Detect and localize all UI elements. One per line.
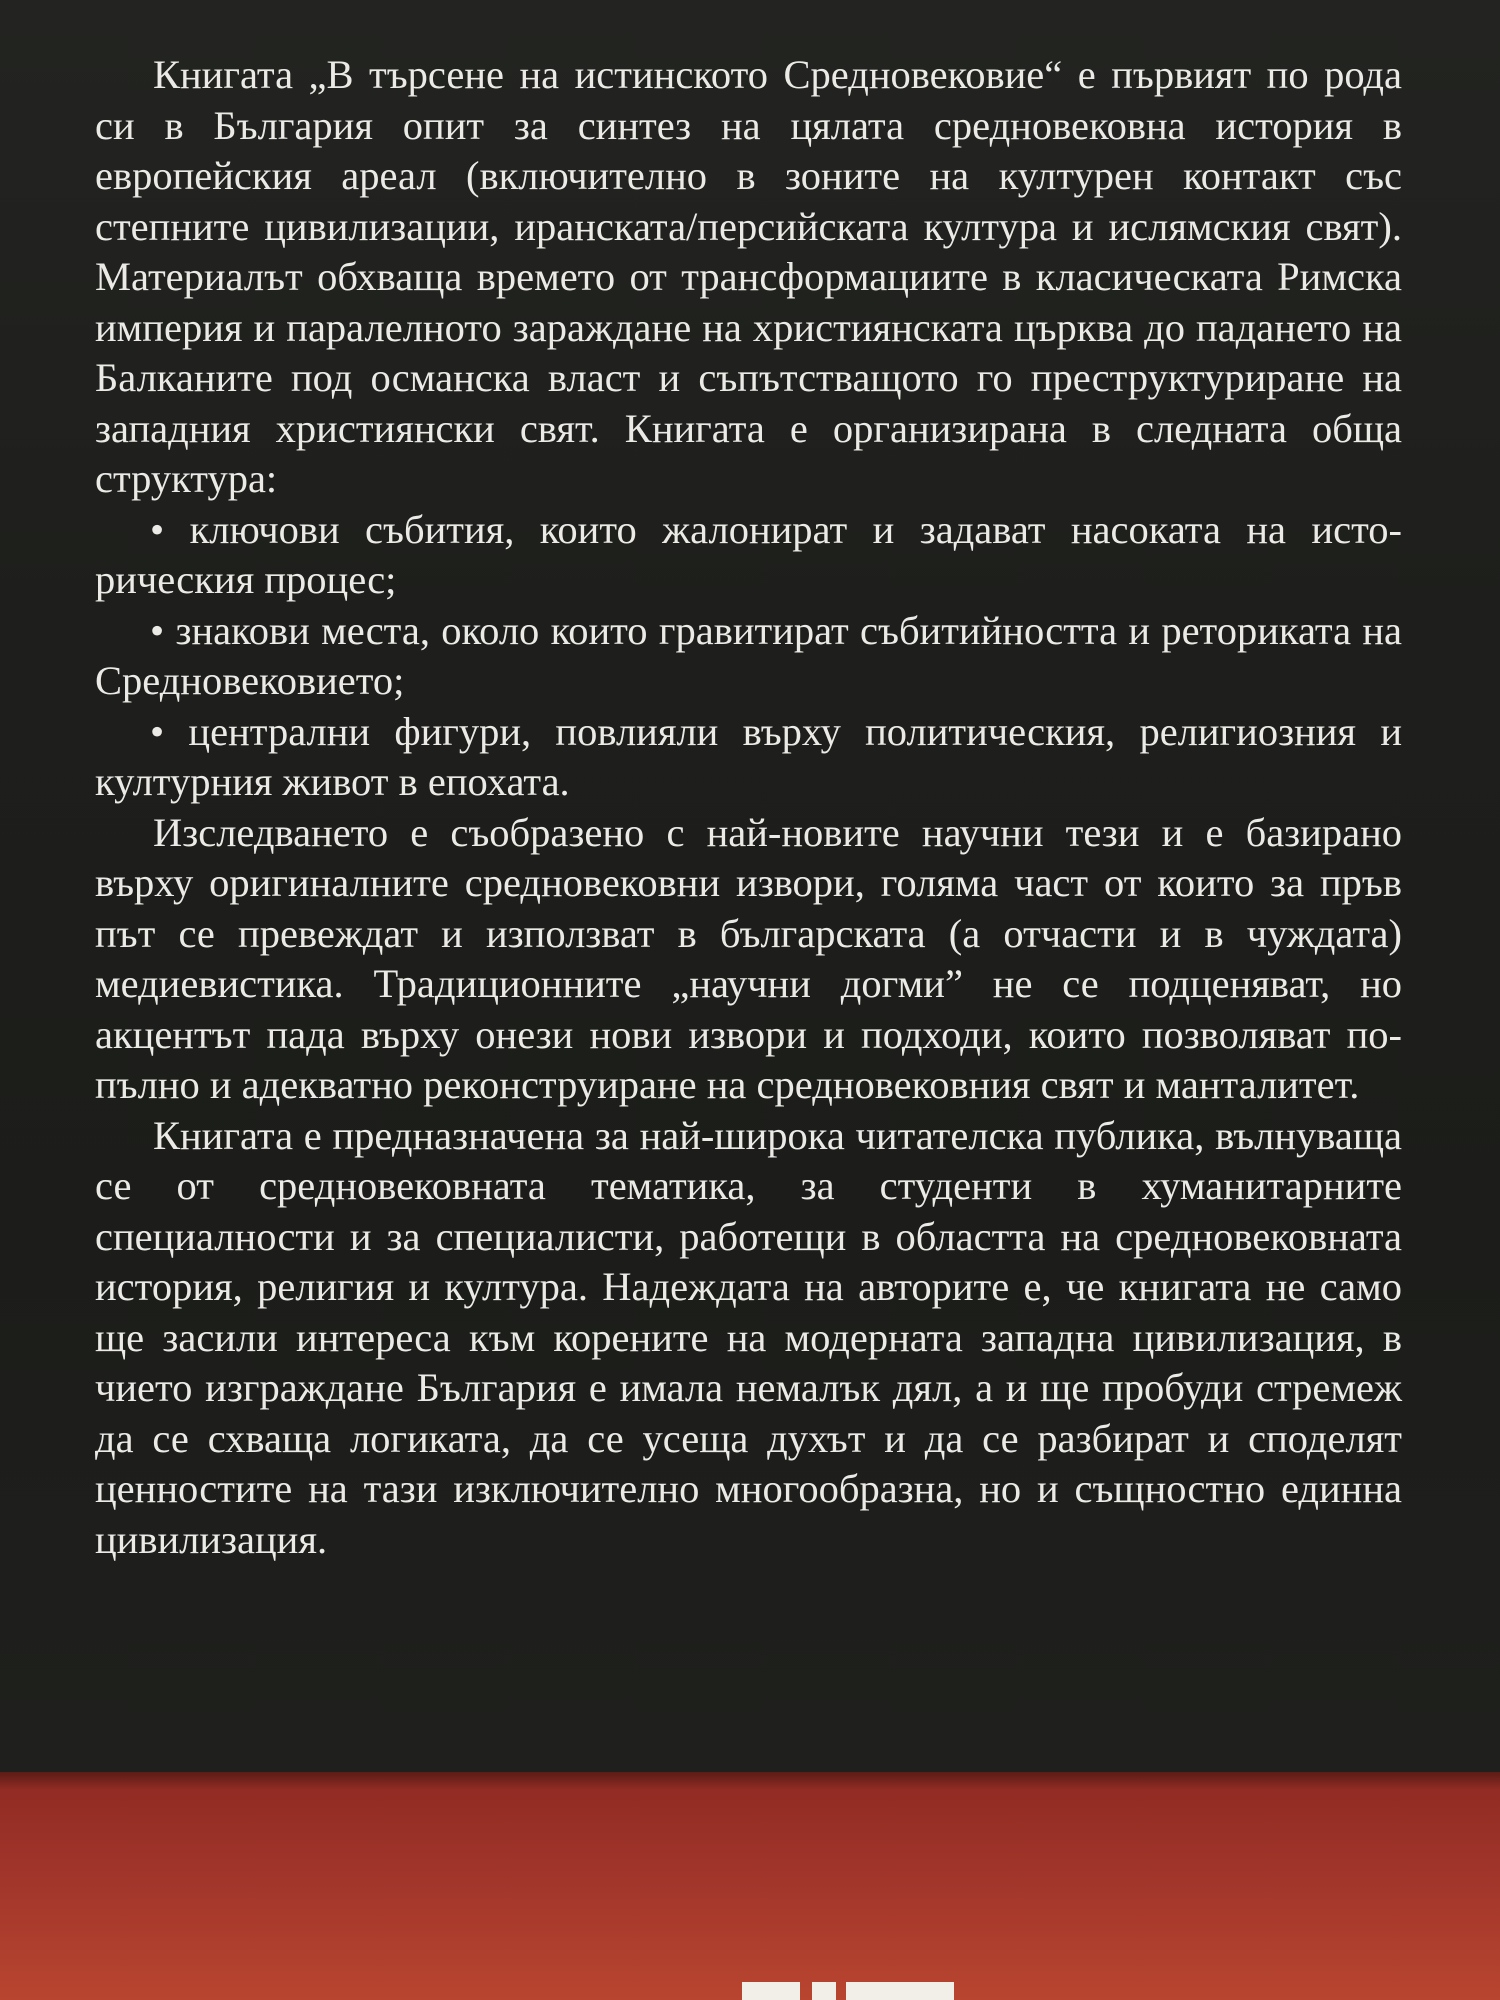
audience-paragraph: Книгата е предназначена за най-широка читателска публика, вълнуваща се от средновековната тематика, за студенти в хуманитарните специалности и за специалисти, работещи в областта на средновековната история, религия и култура. Надеждата на авторите е, че книгата не само ще засили интереса към корените на модерната западна цивилизация, в чието изграждане България е имала немалък дял, а и ще пробуди стремеж да се схваща логиката, да се усеща духът и да се разбират и споделят ценностите на тази изключително многообразна, но и същностно единна цивилизация. xyxy=(95,1112,1402,1562)
intro-paragraph: Книгата „В търсене на истинското Средновековие“ е първият по рода си в България опит за синтез на цялата средновековна история в европейския ареал (включително в зоните на културен контакт със степните цивилизации, иранската/персийската култура и ислямския свят). Материалът обхваща времето от трансформациите в класическата Римска империя и паралелното зараждане на християнската църква до падането на Балканите под османска власт и съпътстващото го преструктуриране на западния християнски свят. Книгата е организирана в следната обща структура: xyxy=(95,52,1402,501)
bullet-central-figures: • централни фигури, повлияли върху политическия, религиозния и културния живот в епохата. xyxy=(95,708,1402,804)
band-edge-shadow xyxy=(0,1772,1500,1790)
back-cover-description xyxy=(95,50,1402,1565)
bullet-landmark-places: • знакови места, около които гравитират събитийността и реториката на Средновековието; xyxy=(95,607,1402,703)
bullet-key-events: • ключови събития, които жалонират и задават насоката на историческия процес; xyxy=(95,506,1402,602)
publisher-logo-icon xyxy=(742,1982,954,2000)
red-band xyxy=(0,1772,1500,2000)
research-paragraph: Изследването е съобразено с най-новите научни тези и е базирано върху оригиналните средновековни извори, голяма част от които за пръв път се превеждат и използват в българската (а отчасти и в чуждата) медиевистика. Традиционните „научни догми” не се подценяват, но акцентът пада върху онези нови извори и подходи, които позволяват по-пълно и адекватно реконструиране на средновековния свят и манталитет. xyxy=(95,809,1402,1107)
